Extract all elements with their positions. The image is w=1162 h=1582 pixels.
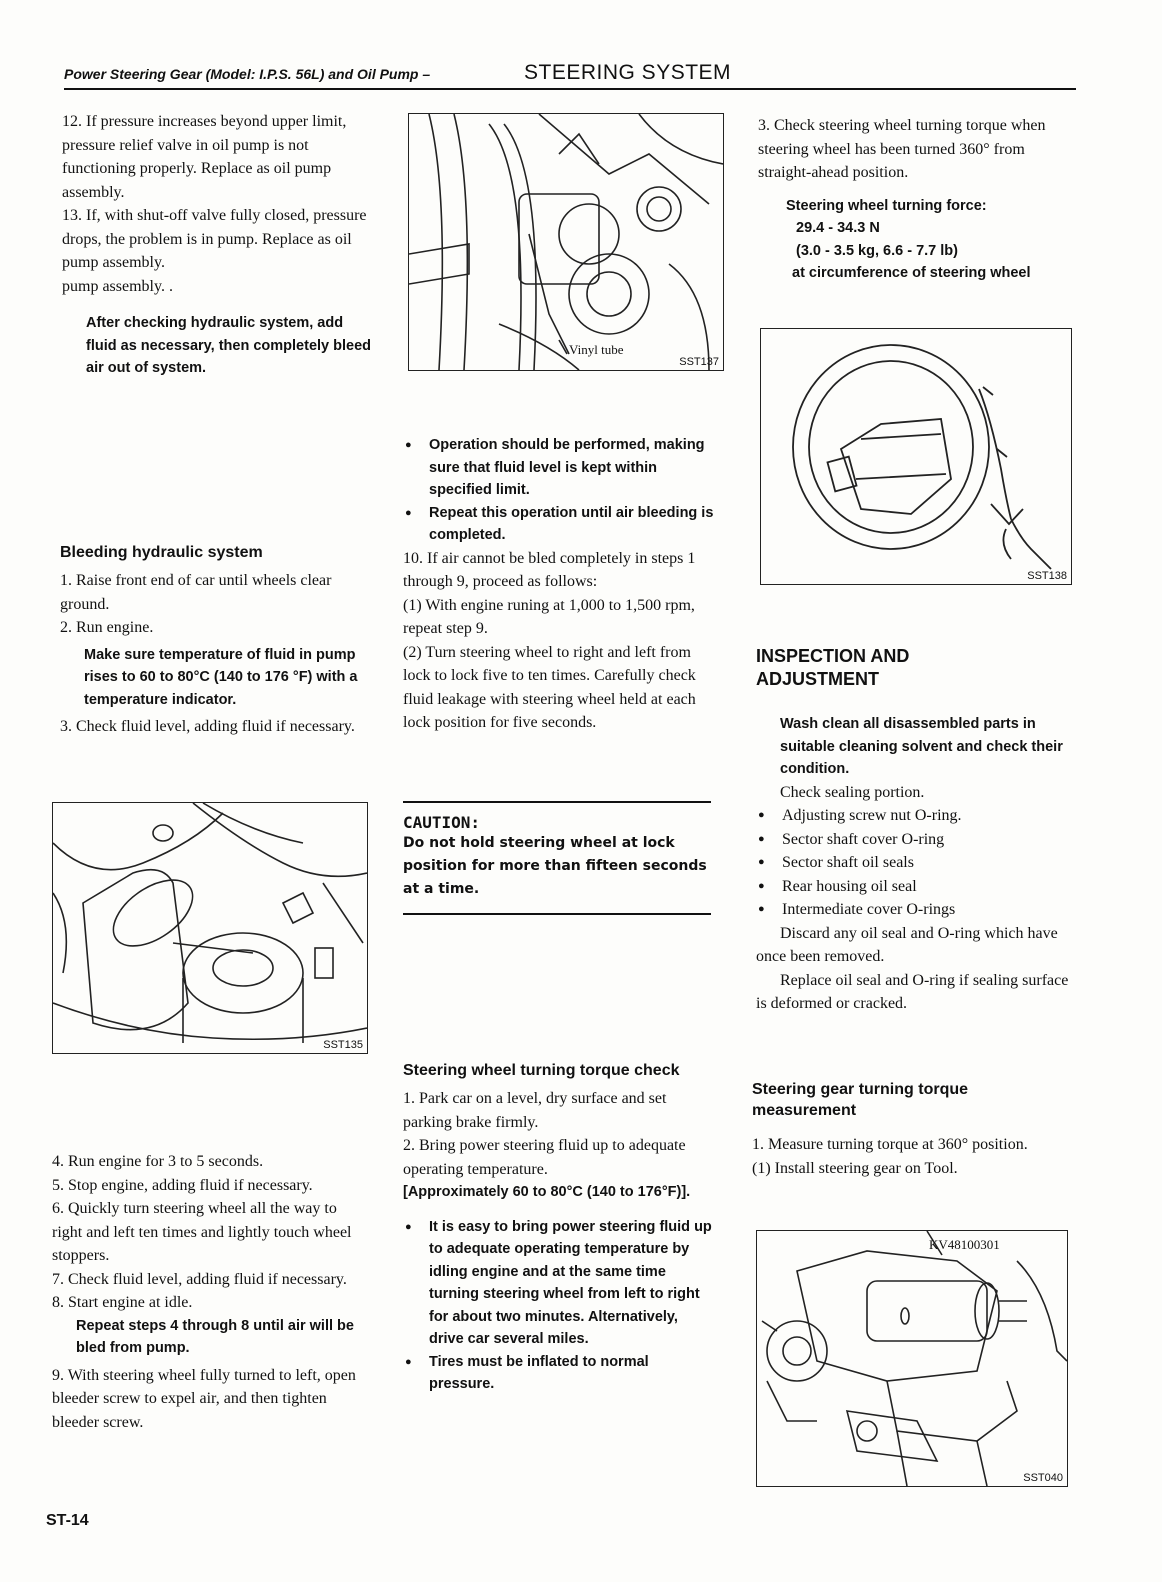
gear-step-1: 1. Measure turning torque at 360° position.	[752, 1136, 1028, 1153]
figure-label-sst040: SST040	[1023, 1472, 1063, 1484]
steering-wheel-illustration	[761, 329, 1071, 584]
steering-gear-on-tool-illustration	[757, 1231, 1067, 1486]
replace-note: Replace oil seal and O-ring if sealing surface is deformed or cracked.	[756, 971, 1069, 1012]
bleed-step-2: 2. Run engine.	[60, 619, 154, 636]
inspection-note: Wash clean all disassembled parts in suitable cleaning solvent and check their condition.	[780, 716, 1063, 777]
oil-reservoir-illustration	[53, 803, 367, 1053]
bleed-note-2: Make sure temperature of fluid in pump rises to 60 to 80°C (140 to 176 °F) with a temperature indicator.	[84, 646, 358, 708]
section-title: Power Steering Gear (Model: I.P.S. 56L) and Oil Pump –	[64, 66, 431, 82]
col1-top	[62, 110, 372, 380]
step-9: 9. With steering wheel fully turned to left, open bleeder screw to expel air, and then tighten bleeder screw.	[52, 1366, 356, 1431]
step-13: 13. If, with shut-off valve fully closed, pressure drops, the problem is in pump. Replace as oil pump assembly.	[62, 207, 367, 271]
caution-title: CAUTION:	[403, 813, 481, 832]
torque-check-section	[403, 1060, 713, 1396]
gear-step-1-1: (1) Install steering gear on Tool.	[752, 1159, 958, 1177]
figure-sst040	[756, 1230, 1068, 1487]
figure-label-sst138: SST138	[1027, 570, 1067, 582]
inspection-title: INSPECTION AND ADJUSTMENT	[756, 646, 910, 689]
page-number: ST-14	[46, 1512, 89, 1529]
caution-box	[403, 801, 711, 915]
step-7: 7. Check fluid level, adding fluid if necessary.	[52, 1270, 347, 1288]
figure-sst135	[52, 802, 368, 1054]
seal-item-1: ● Adjusting screw nut O-ring.	[756, 804, 1070, 828]
seal-item-5: ● Intermediate cover O-rings	[756, 898, 1070, 922]
note-step-8: Repeat steps 4 through 8 until air will be bled from pump.	[76, 1317, 354, 1356]
bullet-warm-up: ● It is easy to bring power steering fluid up to adequate operating temperature by idling engine and at the same time turning steering wheel from left to right for about two minutes. Alternatively, drive car several miles.	[403, 1216, 713, 1351]
torque-check-title: Steering wheel turning torque check	[403, 1062, 680, 1079]
bullet-repeat: ● Repeat this operation until air bleeding is completed.	[403, 502, 715, 547]
step-8: 8. Start engine at idle.	[52, 1294, 193, 1311]
step-3-turning-torque: 3. Check steering wheel turning torque when steering wheel has been turned 360° from straight-ahead position.	[758, 117, 1046, 181]
gear-torque-section	[752, 1079, 1068, 1180]
torque-step-1: 1. Park car on a level, dry surface and set parking brake firmly.	[403, 1090, 667, 1131]
note-after-check: After checking hydraulic system, add fluid as necessary, then completely bleed air out of system.	[86, 315, 372, 376]
check-sealing: Check sealing portion.	[780, 783, 925, 801]
spec-newton: 29.4 - 34.3 N	[796, 220, 880, 236]
step-13-continued: pump assembly. .	[62, 277, 173, 295]
col2-middle	[403, 434, 715, 735]
step-6: 6. Quickly turn steering wheel all the way to right and left ten times and lightly touch wheel stoppers.	[52, 1200, 352, 1264]
caution-text: Do not hold steering wheel at lock position for more than fifteen seconds at a time.	[403, 835, 707, 897]
discard-note: Discard any oil seal and O-ring which have once been removed.	[756, 924, 1058, 965]
step-10-2: (2) Turn steering wheel to right and left from lock to lock five to ten times. Carefully check fluid leakage with steering wheel held at each lock position for five seconds.	[403, 643, 696, 731]
spec-kg-lb: (3.0 - 3.5 kg, 6.6 - 7.7 lb)	[796, 242, 958, 259]
torque-step-2: 2. Bring power steering fluid up to adequate operating temperature.	[403, 1137, 686, 1178]
spec-title: Steering wheel turning force:	[786, 197, 987, 214]
chapter-title: STEERING SYSTEM	[524, 61, 732, 84]
inspection-section	[756, 645, 1070, 1016]
spec-block	[758, 195, 1072, 285]
figure-sst138	[760, 328, 1072, 585]
seal-item-4: ● Rear housing oil seal	[756, 875, 1070, 899]
vinyl-tube-illustration	[409, 114, 723, 370]
torque-step-2-range: [Approximately 60 to 80°C (140 to 176°F)].	[403, 1184, 691, 1200]
spec-circumference: at circumference of steering wheel	[792, 265, 1031, 281]
gear-torque-title: Steering gear turning torque measurement	[752, 1081, 969, 1119]
tool-number-label: KV48100301	[929, 1237, 1000, 1252]
bleeding-title: Bleeding hydraulic system	[60, 544, 263, 561]
seal-item-3: ● Sector shaft oil seals	[756, 851, 1070, 875]
step-10: 10. If air cannot be bled completely in steps 1 through 9, proceed as follows:	[403, 549, 696, 590]
col1-bottom	[52, 1150, 362, 1434]
bleeding-section	[60, 542, 372, 739]
bleed-step-1: 1. Raise front end of car until wheels clear ground.	[60, 572, 332, 613]
figure-sst137	[408, 113, 724, 371]
col3-top	[758, 114, 1072, 285]
bullet-operation: ● Operation should be performed, making sure that fluid level is kept within specified limit.	[403, 434, 715, 502]
bleed-step-3: 3. Check fluid level, adding fluid if necessary.	[60, 718, 355, 735]
step-12: 12. If pressure increases beyond upper limit, pressure relief valve in oil pump is not functioning properly. Replace as oil pump assembly.	[62, 113, 347, 201]
step-4: 4. Run engine for 3 to 5 seconds.	[52, 1153, 264, 1170]
vinyl-tube-label: Vinyl tube	[569, 342, 624, 357]
figure-label-sst137: SST137	[679, 356, 719, 368]
step-10-1: (1) With engine runing at 1,000 to 1,500 rpm, repeat step 9.	[403, 596, 695, 637]
bullet-tires: ● Tires must be inflated to normal pressure.	[403, 1351, 713, 1396]
step-5: 5. Stop engine, adding fluid if necessary.	[52, 1176, 313, 1194]
page-header	[64, 58, 1076, 90]
figure-label-sst135: SST135	[323, 1039, 363, 1051]
seal-item-2: ● Sector shaft cover O-ring	[756, 828, 1070, 852]
